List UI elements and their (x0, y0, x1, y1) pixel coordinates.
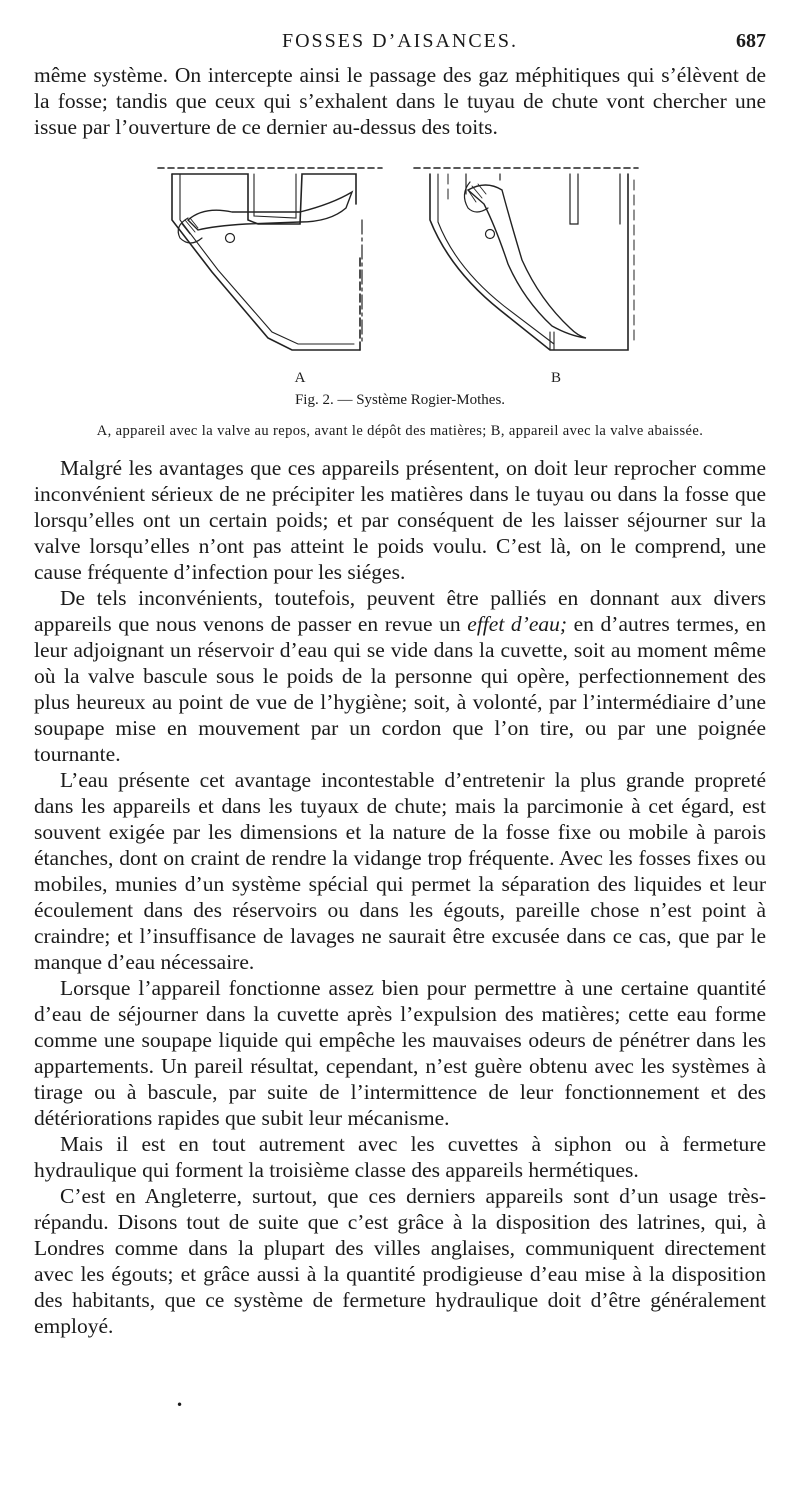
paragraph-eau: L’eau présente cet avantage incontestable d’entretenir la plus grande propreté dans les appareils et dans les tuyaux de chute; mais la parcimonie à cet égard, est souvent exigée par les dimensions et la nature de la fosse fixe ou mobile à parois étanches, dont on craint de rendre la vidange trop fréquente. Avec les fosses fixes ou mobiles, munies d’un système spécial qui permet la séparation des liquides et leur écoulement dans des réservoirs ou dans les égouts, pareille chose n’est point à craindre; et l’insuffisance de lavages ne saurait être excusée dans ce cas, que par le manque d’eau nécessaire. (34, 768, 766, 974)
paragraph-angleterre: C’est en Angleterre, surtout, que ces derniers appareils sont d’un usage très-répandu. Disons tout de suite que c’est grâce à la disposition des latrines, qui, à Londres comme dans la plupart des villes anglaises, communiquent directement avec les égouts; et grâce aussi à la quantité prodigieuse d’eau mise à la disposition des habitants, que ce système de fermeture hydraulique doit d’être généralement employé. (34, 1184, 766, 1338)
running-title: FOSSES D’AISANCES. (281, 30, 519, 52)
figure-caption: A, appareil avec la valve au repos, avant le dépôt des matières; B, appareil avec la valve abaissée. (96, 423, 704, 439)
figure-title: Fig. 2. — Système Rogier-Mothes. (294, 392, 506, 408)
emphasis-effet-deau: effet d’eau; (467, 612, 568, 636)
figure-rogier-mothes (150, 160, 650, 385)
ink-speck: • (176, 1398, 184, 1412)
paragraph-malgre: Malgré les avantages que ces appareils présentent, on doit leur reprocher comme inconvénient sérieux de ne précipiter les matières dans le tuyau ou dans la fosse que lorsqu’elles ont un certain poids; et par conséquent de les laisser séjourner sur la valve lorsqu’elles n’ont pas atteint le poids voulu. C’est là, on le comprend, une cause fréquente d’infection pour les siéges. (34, 456, 766, 584)
paragraph-appareil: Lorsque l’appareil fonctionne assez bien pour permettre à une certaine quantité d’eau de séjourner dans la cuvette après l’expulsion des matières; cette eau forme comme une soupape liquide qui empêche les mauvaises odeurs de pénétrer dans les appartements. Un pareil résultat, cependant, n’est guère obtenu avec les systèmes à tirage ou à bascule, par suite de l’intermittence de leur fonctionnement et des détériorations rapides que subit leur mécanisme. (34, 976, 766, 1130)
figure-label-a: A (294, 370, 306, 385)
figure-label-b: B (550, 370, 562, 385)
paragraph-2-end: en d’autres termes, en leur adjoignant un réservoir d’eau qui se vide dans la cuvette, soit au moment même où la valve bascule sous le poids de la personne qui opère, perfectionnement des plus heureux au point de vue de l’hygiène; soit, à volonté, par l’intermédiaire d’une soupape mise en mouvement par un cordon que l’on tire, ou par une poignée tournante. (34, 612, 766, 766)
body-text (34, 455, 766, 1339)
paragraph-inconvenients (34, 585, 766, 767)
device-b-drawing (414, 168, 638, 350)
paragraph-2-start: De tels inconvénients, toutefois, peuvent être palliés en donnant aux divers appareils que nous venons de passer en revue un (34, 586, 766, 636)
page-number: 687 (736, 30, 766, 52)
running-header (34, 30, 766, 56)
device-a-drawing (158, 168, 382, 350)
intro-paragraph: même système. On intercepte ainsi le passage des gaz méphitiques qui s’élèvent de la fosse; tandis que ceux qui s’exhalent dans le tuyau de chute vont chercher une issue par l’ouverture de ce dernier au-dessus des toits. (34, 63, 766, 139)
paragraph-siphon: Mais il est en tout autrement avec les cuvettes à siphon ou à fermeture hydraulique qui forment la troisième classe des appareils hermétiques. (34, 1132, 766, 1182)
figure-illustration (150, 160, 650, 385)
